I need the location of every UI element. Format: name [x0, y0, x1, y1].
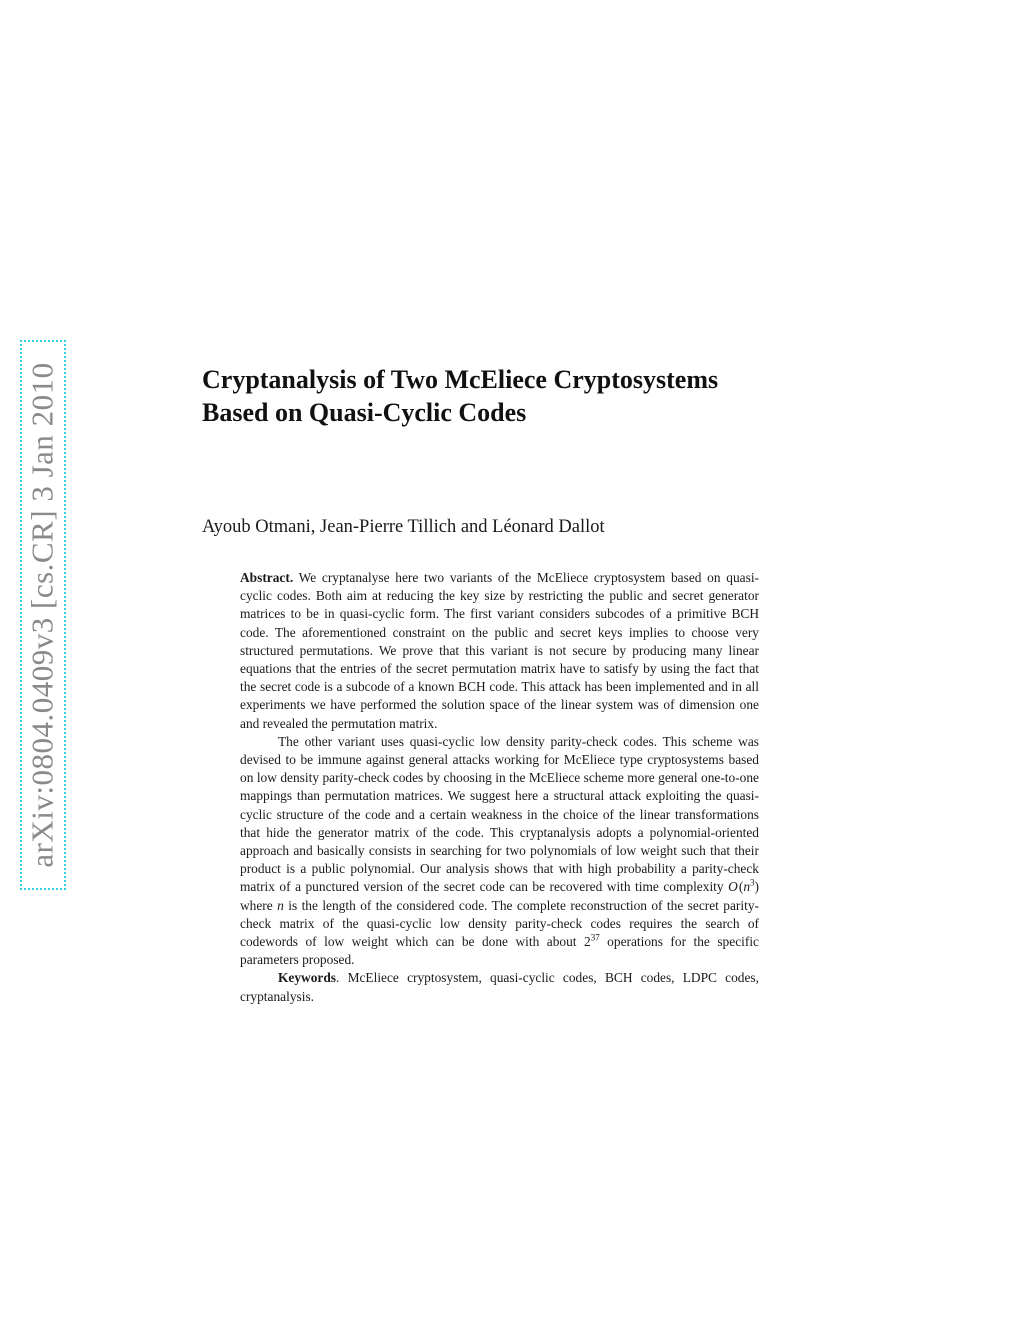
length-variable: n	[277, 897, 284, 913]
abstract-paragraph-1	[240, 569, 759, 733]
operations-exponent: 37	[590, 932, 600, 943]
paper-title-line-1: Cryptanalysis of Two McEliece Cryptosystems	[202, 365, 719, 394]
abstract-block	[240, 569, 759, 1006]
complexity-exponent: 3	[750, 877, 755, 888]
keywords-text: . McEliece cryptosystem, quasi-cyclic codes, BCH codes, LDPC codes, cryptanalysis.	[240, 970, 759, 1004]
paper-title-line-2: Based on Quasi-Cyclic Codes	[202, 398, 527, 427]
abstract-paragraph-2-part-c: is the length of the considered code. The complete reconstruction of the secret parity-check matrix of the quasi-cyclic low density parity-check codes requires the search of codewords of low weight which can be done with about	[240, 897, 759, 950]
abstract-paragraph-1-text: We cryptanalyse here two variants of the McEliece cryptosystem based on quasi-cyclic codes. Both aim at reducing the key size by restricting the public and secret generator matrices to be in quasi-cyclic form. The first variant considers subcodes of a primitive BCH code. The aforementioned constraint on the public and secret keys implies to choose very structured permutations. We prove that this variant is not secure by producing many linear equations that the entries of the secret permutation matrix have to satisfy by using the fact that the secret code is a subcode of a known BCH code. This attack has been implemented and in all experiments we have performed the solution space of the linear system was of dimension one and revealed the permutation matrix.	[240, 570, 760, 731]
keywords-heading: Keywords	[278, 970, 337, 986]
complexity-variable: n	[743, 879, 751, 895]
abstract-paragraph-2	[240, 733, 759, 970]
complexity-expression: O $(n^3)$	[728, 877, 759, 895]
arxiv-identifier-text: arXiv:0804.0409v3 [cs.CR] 3 Jan 2010	[25, 362, 60, 868]
keywords-paragraph	[240, 969, 759, 1005]
abstract-paragraph-2-part-b: where	[240, 897, 273, 913]
abstract-paragraph-2-part-a: The other variant uses quasi-cyclic low density parity-check codes. This scheme was devised to be immune against general attacks working for McEliece type cryptosystems based on low density parity-check codes by choosing in the McEliece scheme more general one-to-one mappings than permutation matrices. We suggest here a structural attack exploiting the quasi-cyclic structure of the code and a certain weakness in the choice of the linear transformations that hide the generator matrix of the code. This cryptanalysis adopts a polynomial-oriented approach and basically consists in searching for two polynomials of low weight such that their product is a public polynomial. Our analysis shows that with high probability a parity-check matrix of a punctured version of the secret code can be recovered with time complexity	[240, 733, 759, 895]
paper-title	[202, 363, 842, 429]
big-o-symbol: O	[728, 879, 738, 895]
arxiv-identifier-stamp	[20, 340, 66, 890]
abstract-paragraph-2-part-d: operations for the specific parameters proposed.	[240, 934, 759, 968]
operations-count	[584, 934, 600, 949]
operations-base: 2	[583, 934, 591, 950]
author-list: Ayoub Otmani, Jean-Pierre Tillich and Léonard Dallot	[202, 517, 605, 537]
abstract-heading: Abstract.	[240, 570, 294, 585]
